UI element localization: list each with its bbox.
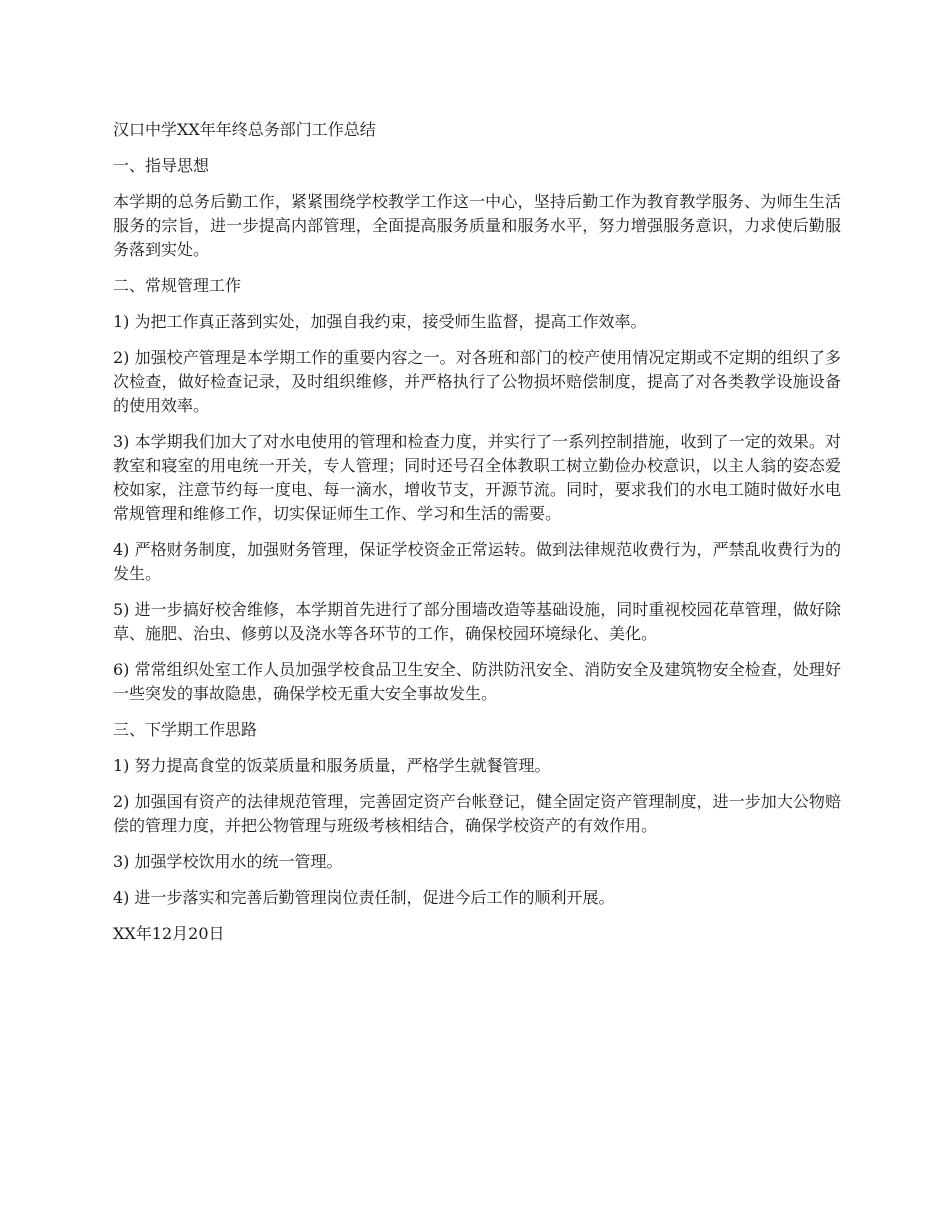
list-item: 1) 努力提高食堂的饭菜质量和服务质量，严格学生就餐管理。 [113, 756, 551, 775]
list-item: 4) 进一步落实和完善后勤管理岗位责任制，促进今后工作的顺利开展。 [113, 888, 615, 907]
document-title: 汉口中学XX年年终总务部门工作总结 [113, 120, 376, 139]
section-heading-routine-management: 二、常规管理工作 [113, 276, 242, 295]
section-body-guiding-thought: 本学期的总务后勤工作，紧紧围绕学校教学工作这一中心，坚持后勤工作为教育教学服务、为师生生活服务的宗旨，进一步提高内部管理，全面提高服务质量和服务水平，努力增强服务意识，力求使后勤服务落到实处。 [113, 192, 841, 259]
list-item: 2) 加强国有资产的法律规范管理，完善固定资产台帐登记，健全固定资产管理制度，进一步加大公物赔偿的管理力度，并把公物管理与班级考核相结合，确保学校资产的有效作用。 [113, 792, 841, 835]
section-heading-next-term-plan: 三、下学期工作思路 [113, 720, 258, 739]
list-item: 6) 常常组织处室工作人员加强学校食品卫生安全、防洪防汛安全、消防安全及建筑物安全检查，处理好一些突发的事故隐患，确保学校无重大安全事故发生。 [113, 660, 841, 703]
list-item: 5) 进一步搞好校舍维修，本学期首先进行了部分围墙改造等基础设施，同时重视校园花草管理，做好除草、施肥、治虫、修剪以及浇水等各环节的工作，确保校园环境绿化、美化。 [113, 600, 841, 643]
list-item: 3) 本学期我们加大了对水电使用的管理和检查力度，并实行了一系列控制措施，收到了一定的效果。对教室和寝室的用电统一开关，专人管理；同时还号召全体教职工树立勤俭办校意识，以主人翁的姿态爱校如家，注意节约每一度电、每一滴水，增收节支，开源节流。同时，要求我们的水电工随时做好水电常规管理和维修工作，切实保证师生工作、学习和生活的需要。 [113, 432, 841, 523]
section-heading-guiding-thought: 一、指导思想 [113, 156, 210, 175]
document-page [113, 118, 841, 958]
list-item: 1) 为把工作真正落到实处，加强自我约束，接受师生监督，提高工作效率。 [113, 312, 647, 331]
document-date: XX年12月20日 [113, 924, 225, 943]
list-item: 4) 严格财务制度，加强财务管理，保证学校资金正常运转。做到法律规范收费行为，严禁乱收费行为的发生。 [113, 540, 841, 583]
list-item: 2) 加强校产管理是本学期工作的重要内容之一。对各班和部门的校产使用情况定期或不定期的组织了多次检查，做好检查记录，及时组织维修，并严格执行了公物损坏赔偿制度，提高了对各类教学设施设备的使用效率。 [113, 348, 841, 415]
list-item: 3) 加强学校饮用水的统一管理。 [113, 852, 343, 871]
